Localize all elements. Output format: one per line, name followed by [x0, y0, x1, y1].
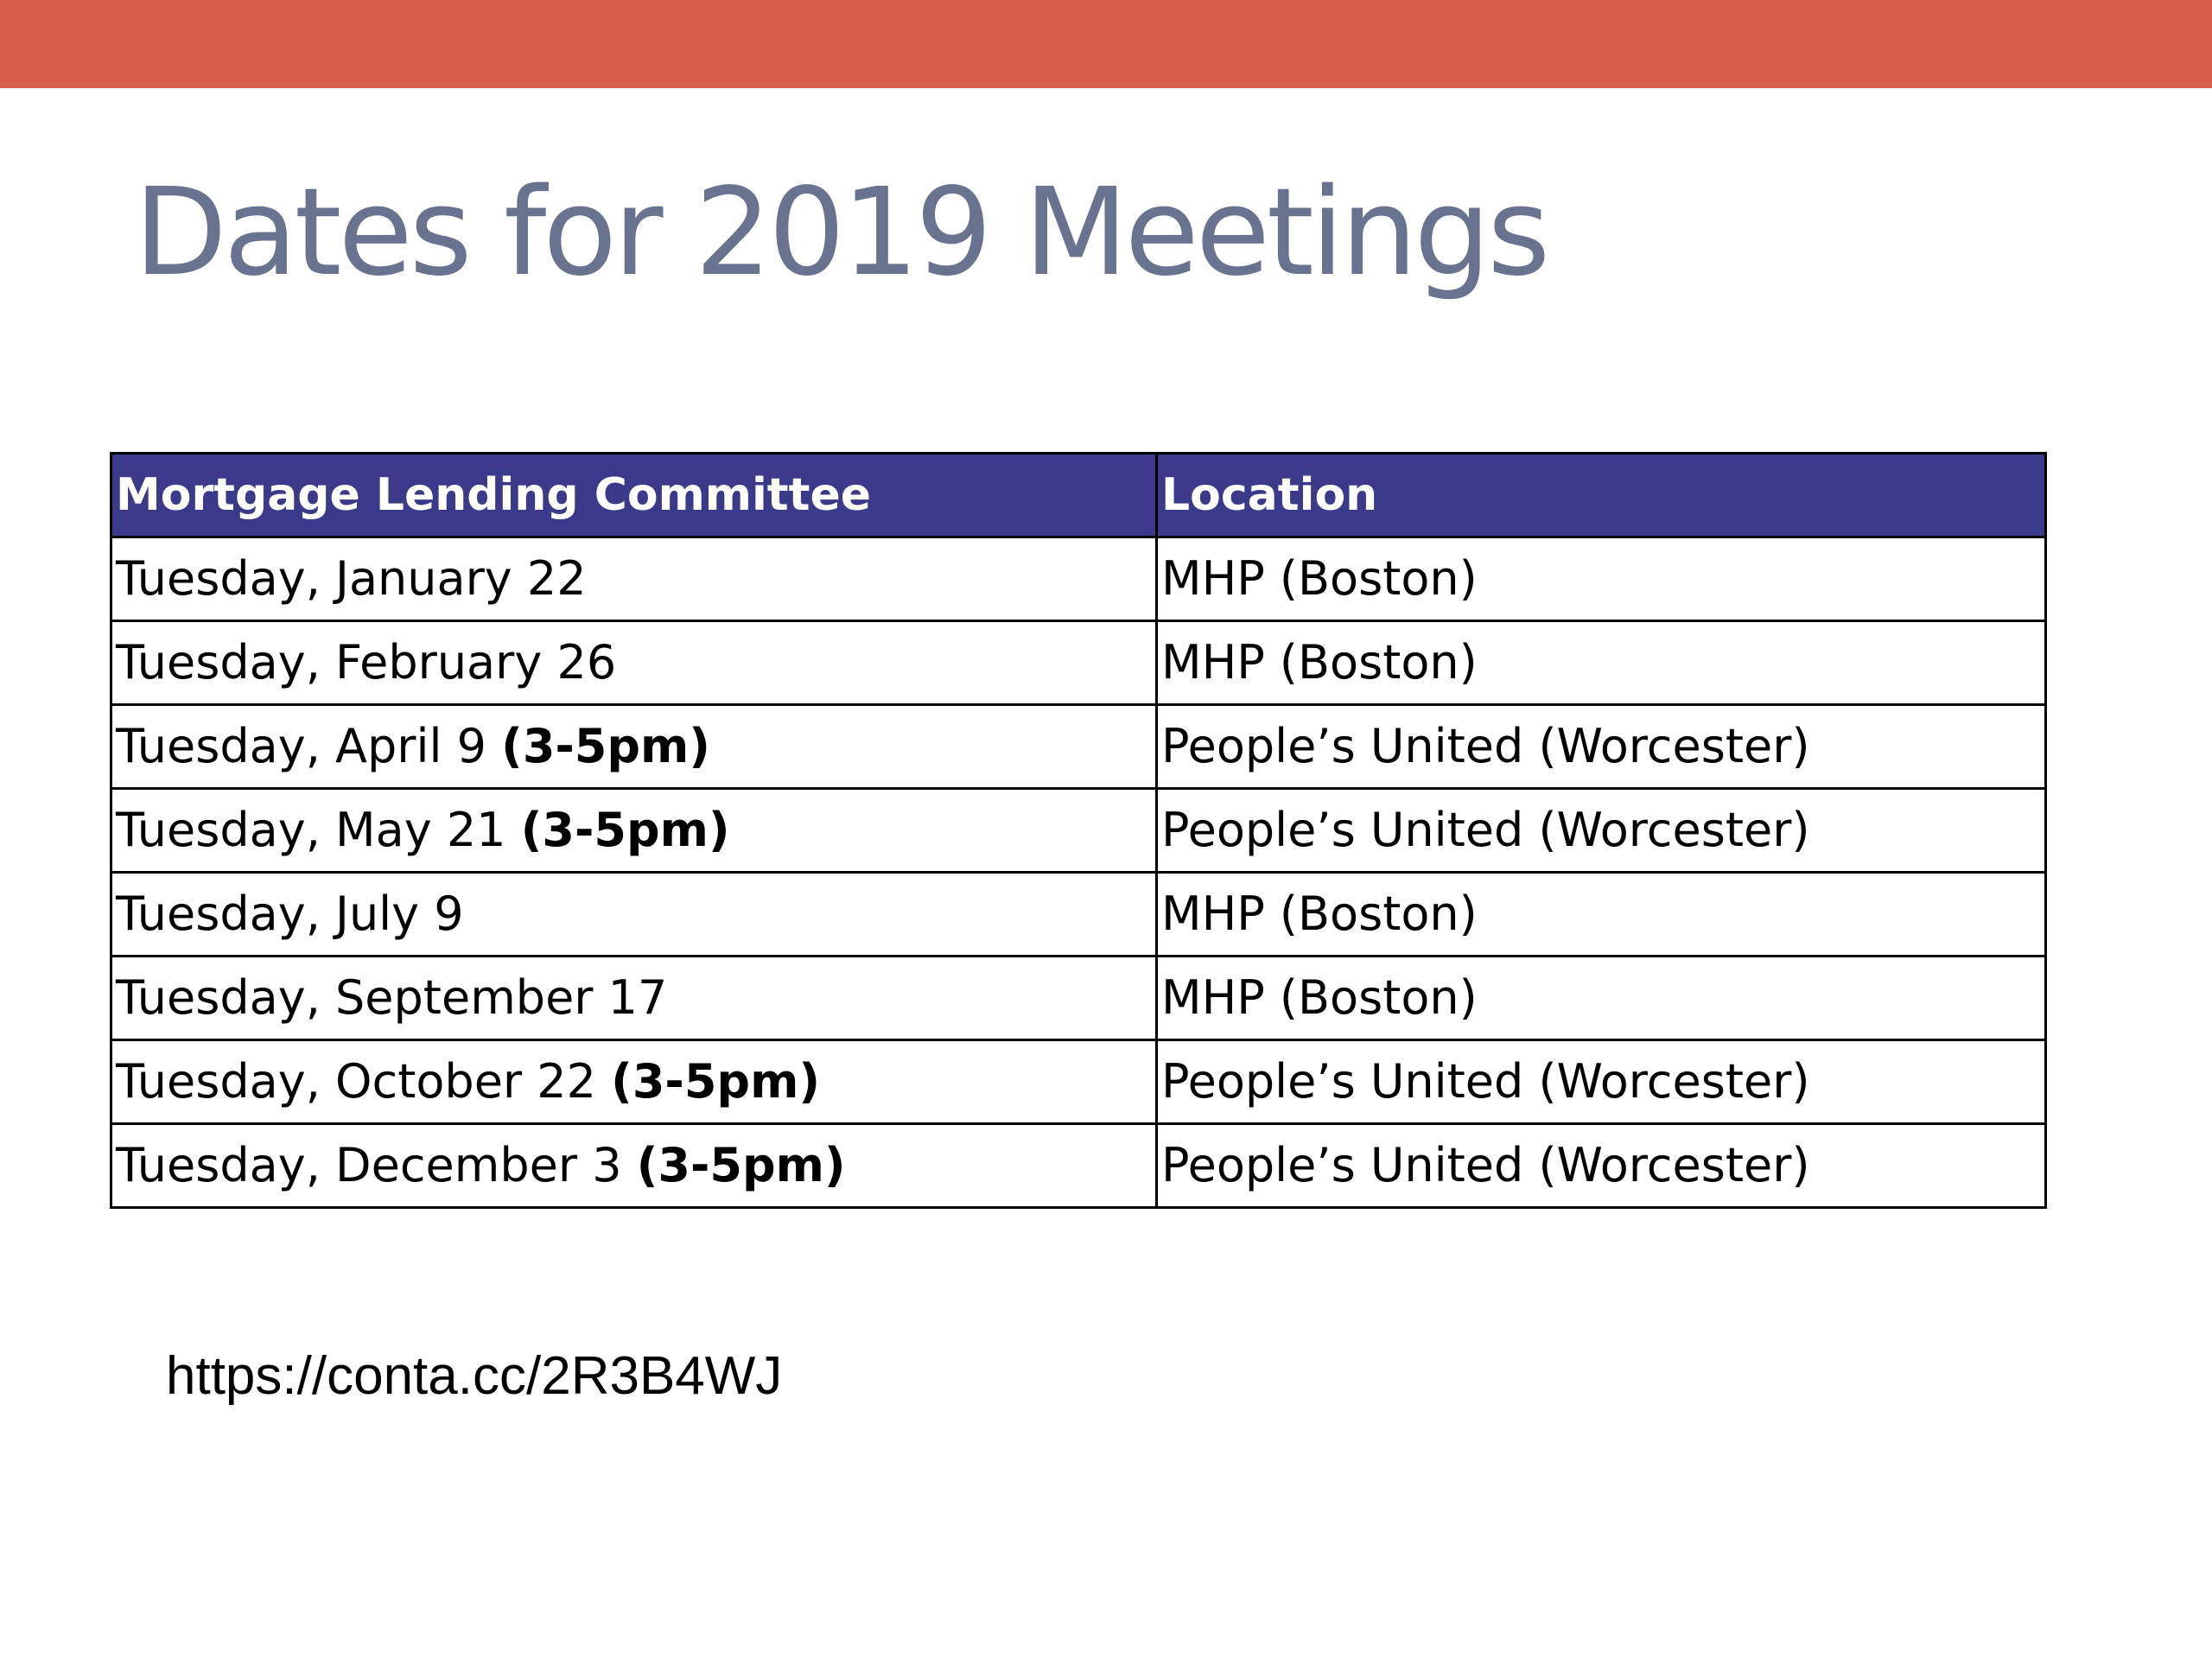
- meeting-date-cell: [111, 957, 1157, 1040]
- table-row: [111, 537, 2046, 621]
- meeting-location-cell: People’s United (Worcester): [1157, 1124, 2046, 1208]
- meeting-location-cell: MHP (Boston): [1157, 873, 2046, 957]
- location-column-header: Location: [1157, 454, 2046, 537]
- committee-column-header: Mortgage Lending Committee: [111, 454, 1157, 537]
- meeting-location-cell: People’s United (Worcester): [1157, 705, 2046, 789]
- meeting-date: Tuesday, February 26: [116, 635, 617, 690]
- table-row: [111, 705, 2046, 789]
- meeting-date: Tuesday, December 3: [116, 1138, 637, 1192]
- meeting-date: Tuesday, July 9: [116, 887, 464, 941]
- meeting-date: Tuesday, April 9: [116, 719, 502, 773]
- table-row: [111, 1124, 2046, 1208]
- table-row: [111, 621, 2046, 705]
- slide-title: Dates for 2019 Meetings: [134, 162, 1548, 303]
- meeting-location-cell: MHP (Boston): [1157, 621, 2046, 705]
- table-row: [111, 957, 2046, 1040]
- table-row: [111, 789, 2046, 873]
- meeting-date-cell: [111, 621, 1157, 705]
- meeting-location-cell: People’s United (Worcester): [1157, 1040, 2046, 1124]
- meeting-location-cell: People’s United (Worcester): [1157, 789, 2046, 873]
- meeting-location-cell: MHP (Boston): [1157, 957, 2046, 1040]
- meeting-date-cell: [111, 537, 1157, 621]
- table-header-row: [111, 454, 2046, 537]
- meeting-time: (3-5pm): [520, 803, 730, 857]
- meeting-date: Tuesday, January 22: [116, 551, 587, 606]
- meeting-schedule-table: [110, 452, 2047, 1209]
- meeting-date: Tuesday, September 17: [116, 970, 668, 1025]
- meeting-date-cell: [111, 789, 1157, 873]
- meeting-date: Tuesday, May 21: [116, 803, 521, 857]
- table-row: [111, 873, 2046, 957]
- table-row: [111, 1040, 2046, 1124]
- meeting-date-cell: [111, 1124, 1157, 1208]
- meeting-date-cell: [111, 873, 1157, 957]
- meeting-time: (3-5pm): [611, 1054, 821, 1109]
- registration-link[interactable]: https://conta.cc/2R3B4WJ: [166, 1346, 783, 1406]
- meeting-date: Tuesday, October 22: [116, 1054, 612, 1109]
- meeting-date-cell: [111, 1040, 1157, 1124]
- meeting-location-cell: MHP (Boston): [1157, 537, 2046, 621]
- meeting-time: (3-5pm): [636, 1138, 846, 1192]
- top-accent-bar: [0, 0, 2212, 88]
- meeting-date-cell: [111, 705, 1157, 789]
- meeting-time: (3-5pm): [501, 719, 710, 773]
